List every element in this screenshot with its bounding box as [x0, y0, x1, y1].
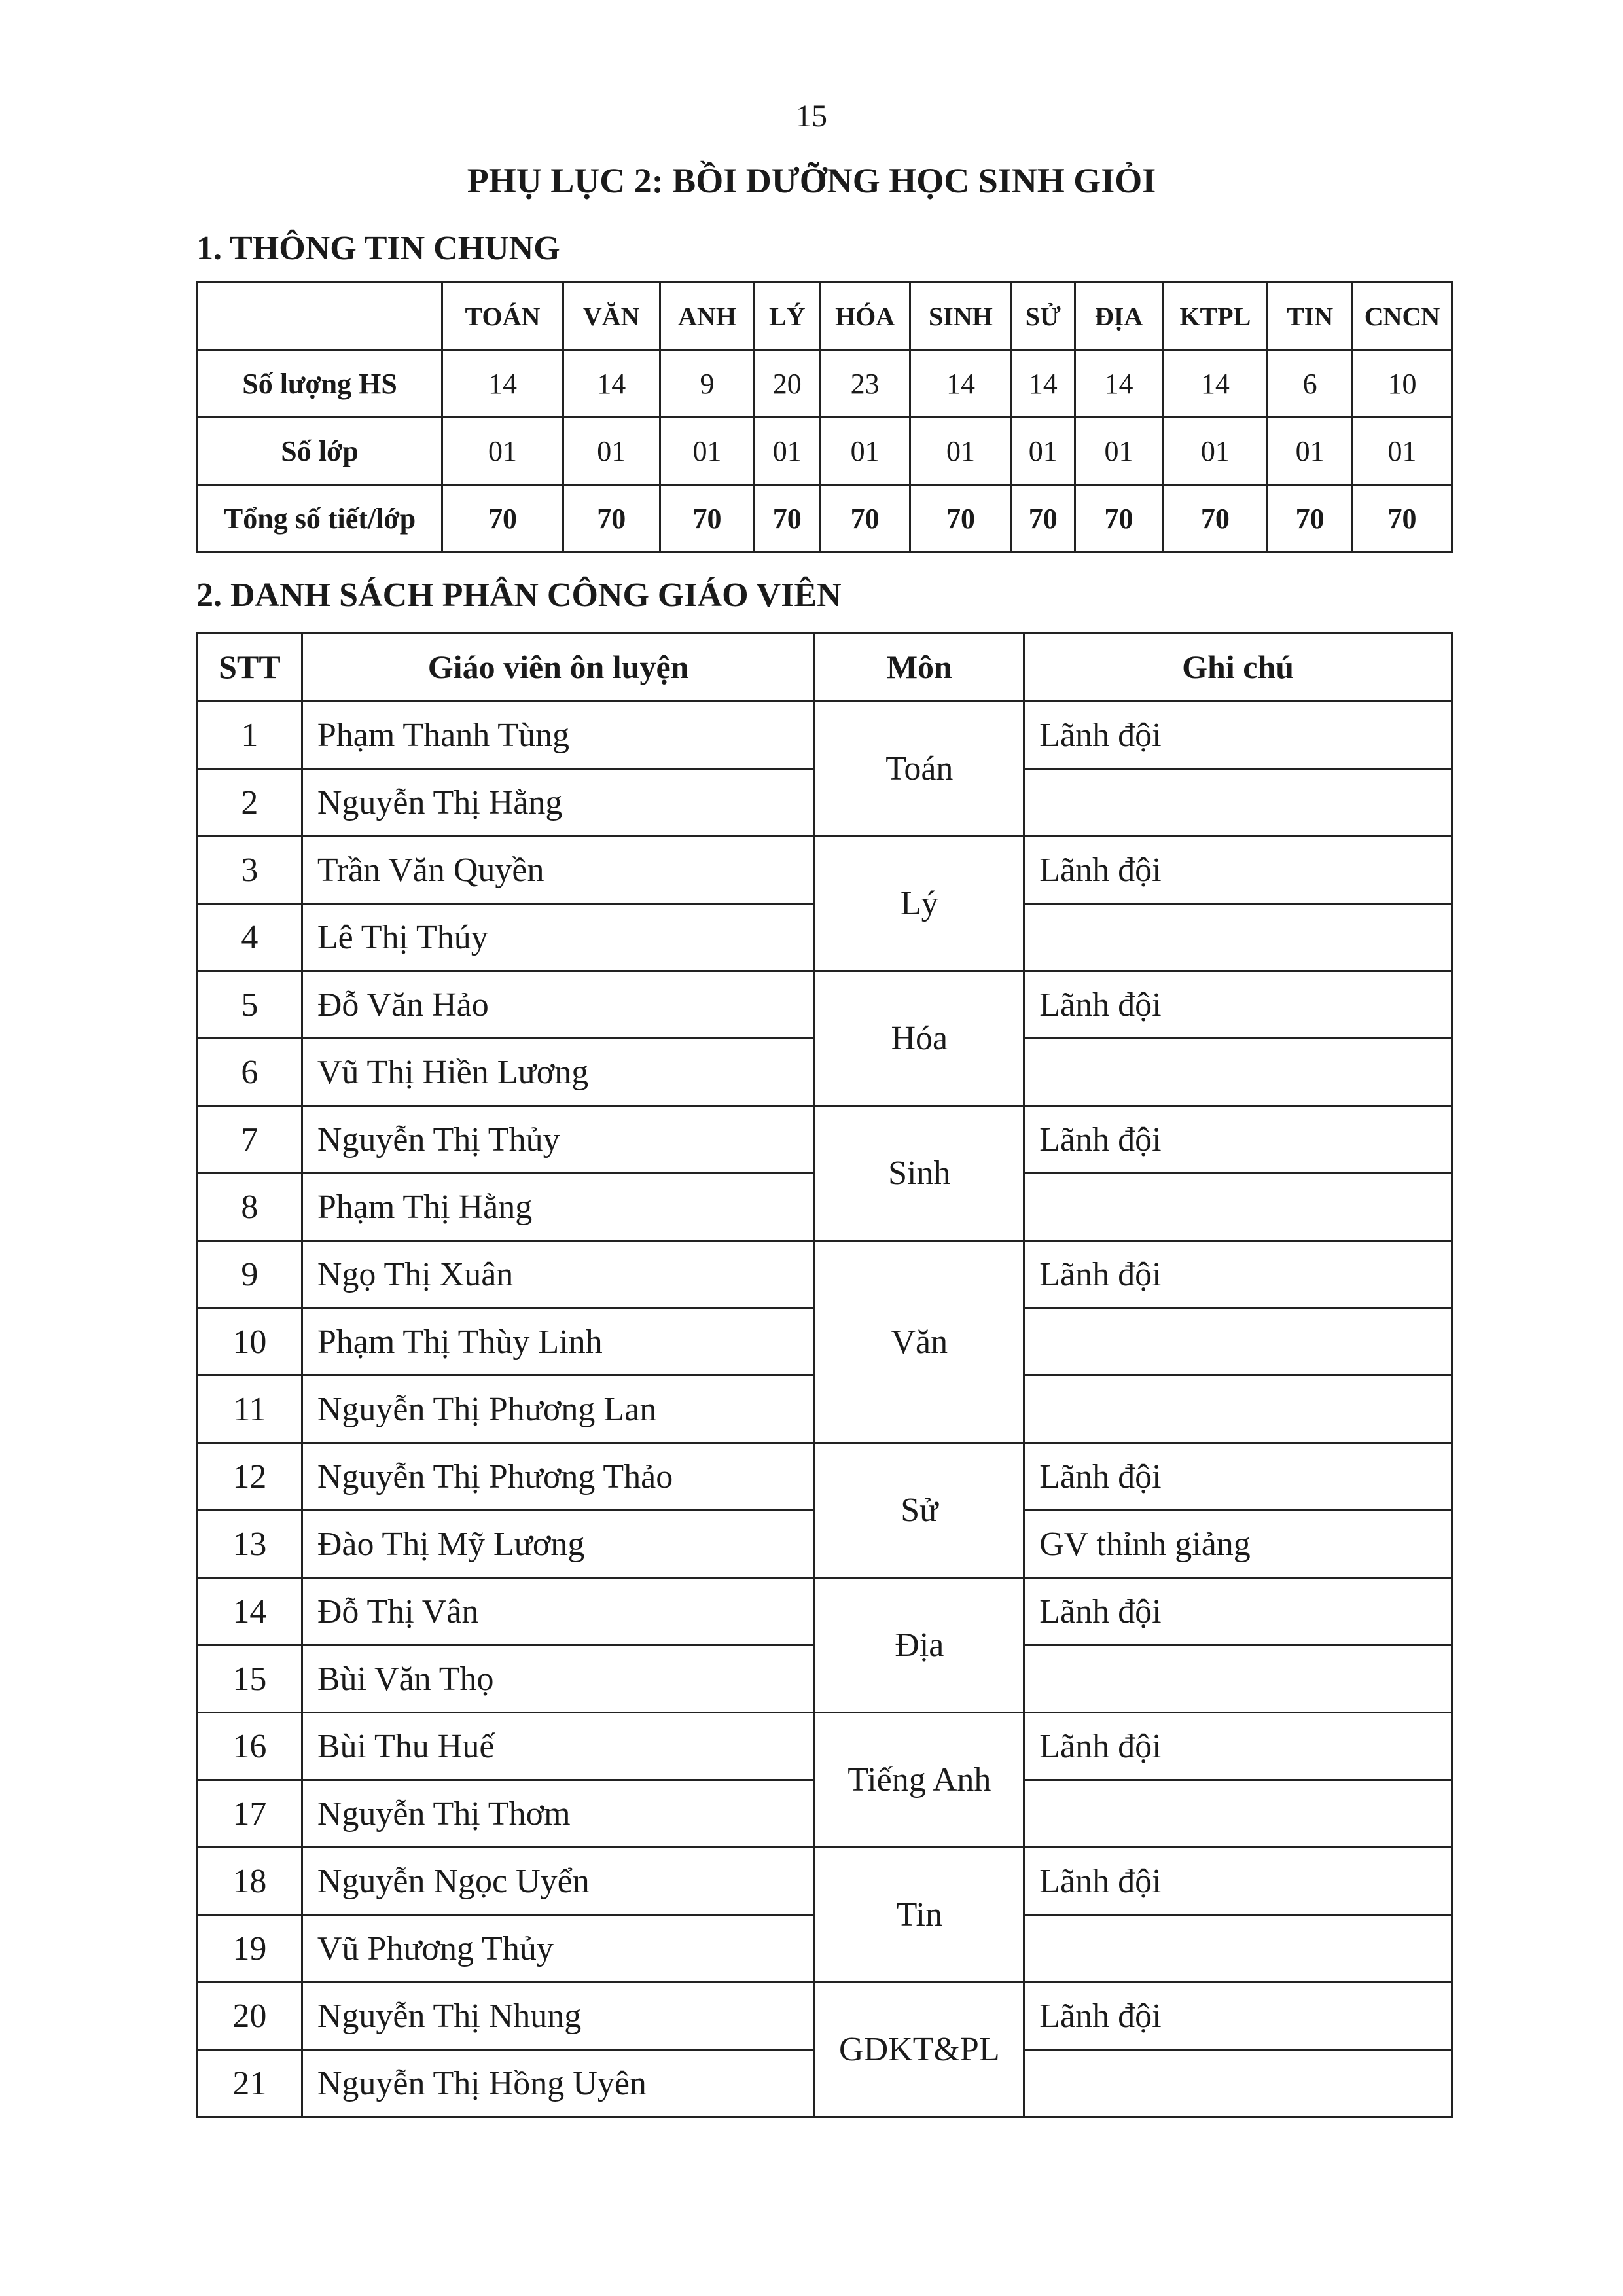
table-row	[198, 1241, 1452, 1308]
note-cell	[1024, 2050, 1452, 2117]
stt-cell: 13	[198, 1511, 302, 1578]
subject-cell: GDKT&PL	[815, 1982, 1024, 2117]
teacher-name: Lê Thị Thúy	[302, 904, 815, 971]
stt-cell: 15	[198, 1645, 302, 1713]
table-row	[198, 702, 1452, 769]
stt-cell: 2	[198, 769, 302, 836]
value-cell: 01	[755, 418, 820, 485]
value-cell: 70	[820, 485, 910, 552]
stt-cell: 19	[198, 1915, 302, 1982]
value-cell: 70	[442, 485, 563, 552]
page-number: 15	[796, 99, 827, 134]
stt-cell: 16	[198, 1713, 302, 1780]
stt-cell: 9	[198, 1241, 302, 1308]
class-count-row	[198, 418, 1452, 485]
value-cell: 9	[660, 350, 755, 418]
stt-cell: 5	[198, 971, 302, 1039]
stt-cell: 11	[198, 1376, 302, 1443]
subject-header: HÓA	[820, 283, 910, 350]
value-cell: 01	[660, 418, 755, 485]
section-heading-teacher-list: 2. DANH SÁCH PHÂN CÔNG GIÁO VIÊN	[196, 577, 842, 614]
teacher-name: Phạm Thị Hằng	[302, 1174, 815, 1241]
teacher-name: Phạm Thanh Tùng	[302, 702, 815, 769]
teacher-header: Giáo viên ôn luyện	[302, 633, 815, 702]
subject-cell: Sinh	[815, 1106, 1024, 1241]
table-row	[198, 1848, 1452, 1915]
table-row	[198, 1443, 1452, 1511]
table-row	[198, 836, 1452, 904]
value-cell: 20	[755, 350, 820, 418]
note-cell	[1024, 904, 1452, 971]
teacher-header-row	[198, 633, 1452, 702]
teacher-name: Nguyễn Thị Thơm	[302, 1780, 815, 1848]
subject-header: LÝ	[755, 283, 820, 350]
row-label: Số lượng HS	[198, 350, 442, 418]
note-cell	[1024, 1308, 1452, 1376]
subject-cell: Tiếng Anh	[815, 1713, 1024, 1848]
value-cell: 70	[1011, 485, 1075, 552]
teacher-name: Đỗ Văn Hảo	[302, 971, 815, 1039]
teacher-name: Nguyễn Thị Phương Lan	[302, 1376, 815, 1443]
subject-cell: Tin	[815, 1848, 1024, 1982]
teacher-name: Nguyễn Thị Phương Thảo	[302, 1443, 815, 1511]
subject-header: CNCN	[1353, 283, 1452, 350]
value-cell: 01	[820, 418, 910, 485]
stt-cell: 6	[198, 1039, 302, 1106]
subject-header: SINH	[910, 283, 1012, 350]
value-cell: 01	[1011, 418, 1075, 485]
value-cell: 70	[1353, 485, 1452, 552]
subject-cell: Lý	[815, 836, 1024, 971]
subject-header: ĐỊA	[1075, 283, 1163, 350]
value-cell: 10	[1353, 350, 1452, 418]
teacher-name: Đào Thị Mỹ Lương	[302, 1511, 815, 1578]
note-cell	[1024, 1780, 1452, 1848]
value-cell: 23	[820, 350, 910, 418]
note-cell: Lãnh đội	[1024, 1106, 1452, 1174]
stt-cell: 20	[198, 1982, 302, 2050]
note-cell: Lãnh đội	[1024, 1982, 1452, 2050]
note-cell: Lãnh đội	[1024, 1241, 1452, 1308]
teacher-name: Nguyễn Thị Nhung	[302, 1982, 815, 2050]
value-cell: 14	[1163, 350, 1268, 418]
teacher-name: Nguyễn Ngọc Uyển	[302, 1848, 815, 1915]
teacher-name: Nguyễn Thị Hằng	[302, 769, 815, 836]
note-cell	[1024, 1039, 1452, 1106]
table-row	[198, 1982, 1452, 2050]
value-cell: 70	[755, 485, 820, 552]
value-cell: 70	[660, 485, 755, 552]
value-cell: 14	[1075, 350, 1163, 418]
stt-cell: 17	[198, 1780, 302, 1848]
value-cell: 01	[1268, 418, 1353, 485]
student-count-row	[198, 350, 1452, 418]
total-periods-row	[198, 485, 1452, 552]
section-heading-general-info: 1. THÔNG TIN CHUNG	[196, 230, 560, 267]
stt-cell: 3	[198, 836, 302, 904]
subject-cell: Hóa	[815, 971, 1024, 1106]
value-cell: 70	[563, 485, 660, 552]
teacher-name: Bùi Văn Thọ	[302, 1645, 815, 1713]
note-cell	[1024, 769, 1452, 836]
teacher-name: Nguyễn Thị Thủy	[302, 1106, 815, 1174]
stt-cell: 18	[198, 1848, 302, 1915]
row-label: Số lớp	[198, 418, 442, 485]
subject-header: VĂN	[563, 283, 660, 350]
subject-header: SỬ	[1011, 283, 1075, 350]
subject-header: Môn	[815, 633, 1024, 702]
note-cell: Lãnh đội	[1024, 1443, 1452, 1511]
note-cell: Lãnh đội	[1024, 1848, 1452, 1915]
value-cell: 14	[442, 350, 563, 418]
value-cell: 14	[1011, 350, 1075, 418]
table-row	[198, 1106, 1452, 1174]
note-cell: Lãnh đội	[1024, 702, 1452, 769]
note-cell	[1024, 1376, 1452, 1443]
value-cell: 01	[442, 418, 563, 485]
value-cell: 01	[1353, 418, 1452, 485]
value-cell: 70	[1268, 485, 1353, 552]
teacher-name: Phạm Thị Thùy Linh	[302, 1308, 815, 1376]
subject-header: TIN	[1268, 283, 1353, 350]
subject-header: TOÁN	[442, 283, 563, 350]
general-info-table	[196, 281, 1453, 553]
subject-header: ANH	[660, 283, 755, 350]
note-cell: Lãnh đội	[1024, 1578, 1452, 1645]
value-cell: 01	[1163, 418, 1268, 485]
teacher-name: Ngọ Thị Xuân	[302, 1241, 815, 1308]
teacher-name: Vũ Thị Hiền Lương	[302, 1039, 815, 1106]
teacher-name: Nguyễn Thị Hồng Uyên	[302, 2050, 815, 2117]
stt-cell: 10	[198, 1308, 302, 1376]
subject-header: KTPL	[1163, 283, 1268, 350]
table-row	[198, 971, 1452, 1039]
stt-cell: 21	[198, 2050, 302, 2117]
note-cell	[1024, 1174, 1452, 1241]
value-cell: 01	[563, 418, 660, 485]
teacher-name: Bùi Thu Huế	[302, 1713, 815, 1780]
value-cell: 70	[910, 485, 1012, 552]
teacher-assignment-table	[196, 632, 1453, 2118]
stt-cell: 12	[198, 1443, 302, 1511]
value-cell: 14	[563, 350, 660, 418]
stt-cell: 14	[198, 1578, 302, 1645]
value-cell: 70	[1163, 485, 1268, 552]
table-row	[198, 1578, 1452, 1645]
note-cell: GV thỉnh giảng	[1024, 1511, 1452, 1578]
teacher-name: Vũ Phương Thủy	[302, 1915, 815, 1982]
value-cell: 70	[1075, 485, 1163, 552]
note-header: Ghi chú	[1024, 633, 1452, 702]
stt-cell: 4	[198, 904, 302, 971]
note-cell	[1024, 1915, 1452, 1982]
stt-header: STT	[198, 633, 302, 702]
note-cell: Lãnh đội	[1024, 836, 1452, 904]
note-cell: Lãnh đội	[1024, 1713, 1452, 1780]
value-cell: 6	[1268, 350, 1353, 418]
table-row	[198, 1713, 1452, 1780]
note-cell: Lãnh đội	[1024, 971, 1452, 1039]
header-empty-cell	[198, 283, 442, 350]
stt-cell: 7	[198, 1106, 302, 1174]
row-label: Tổng số tiết/lớp	[198, 485, 442, 552]
value-cell: 01	[910, 418, 1012, 485]
subject-header-row	[198, 283, 1452, 350]
subject-cell: Sử	[815, 1443, 1024, 1578]
subject-cell: Địa	[815, 1578, 1024, 1713]
value-cell: 01	[1075, 418, 1163, 485]
teacher-name: Trần Văn Quyền	[302, 836, 815, 904]
subject-cell: Văn	[815, 1241, 1024, 1443]
note-cell	[1024, 1645, 1452, 1713]
value-cell: 14	[910, 350, 1012, 418]
stt-cell: 1	[198, 702, 302, 769]
page-title: PHỤ LỤC 2: BỒI DƯỠNG HỌC SINH GIỎI	[467, 161, 1156, 200]
subject-cell: Toán	[815, 702, 1024, 836]
stt-cell: 8	[198, 1174, 302, 1241]
teacher-name: Đỗ Thị Vân	[302, 1578, 815, 1645]
